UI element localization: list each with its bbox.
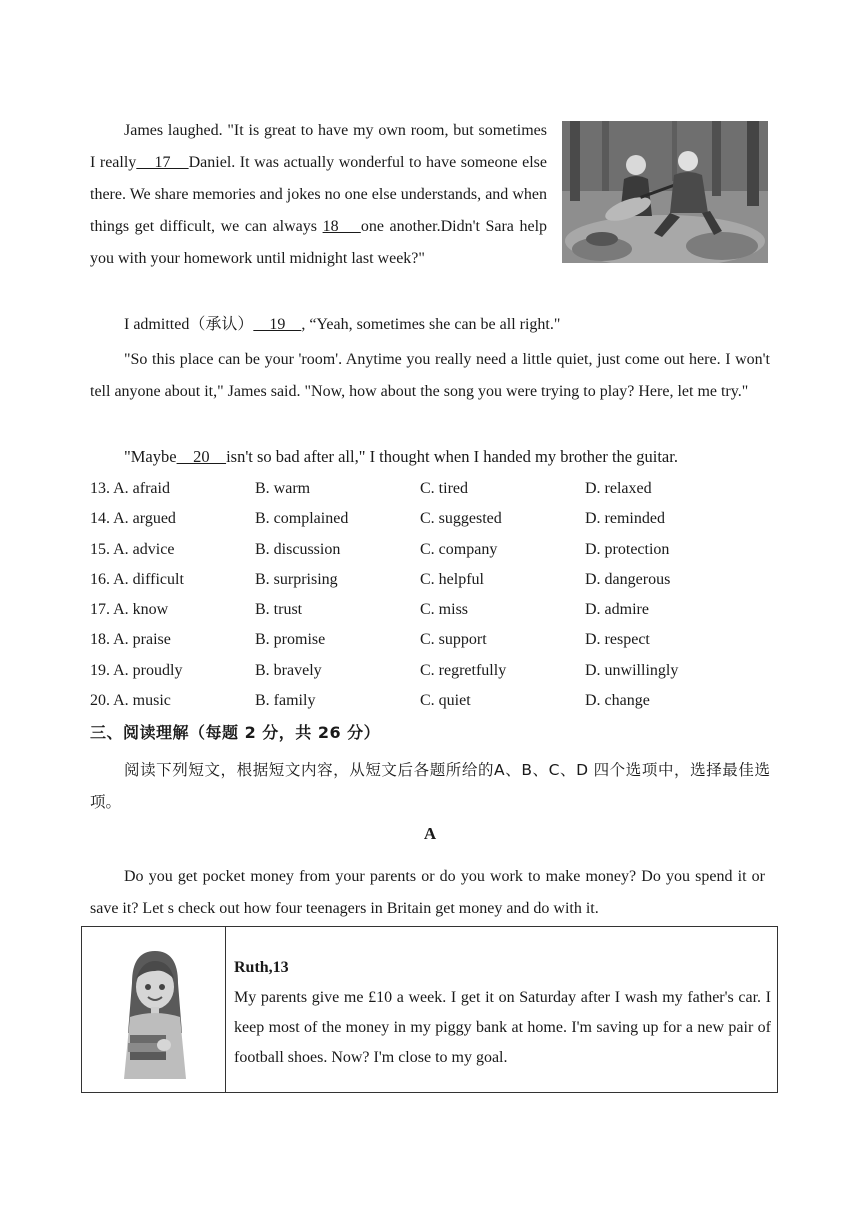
option-a: 18. A. praise xyxy=(90,631,171,649)
blank-17: 17 xyxy=(136,154,189,171)
option-c: C. company xyxy=(420,540,498,558)
option-b: B. family xyxy=(255,692,316,710)
p2-text-b: , “Yeah, sometimes she can be all right." xyxy=(301,316,561,333)
story-paragraph-4 xyxy=(90,441,780,473)
table-divider xyxy=(225,927,226,1092)
option-b: B. trust xyxy=(255,601,303,619)
option-c: C. quiet xyxy=(420,692,471,710)
option-c: C. helpful xyxy=(420,570,484,588)
section-instruction: 阅读下列短文，根据短文内容，从短文后各题所给的A、B、C、D 四个选项中，选择最佳选项。 xyxy=(90,761,770,811)
option-b: B. bravely xyxy=(255,661,322,679)
option-b: B. complained xyxy=(255,510,349,528)
blank-20: 20 xyxy=(176,447,227,466)
blank-18: 18 xyxy=(322,218,361,235)
option-b: B. promise xyxy=(255,631,326,649)
teen-description: My parents give me £10 a week. I get it on Saturday after I wash my father's car. I keep most of the money in my piggy bank at home. I'm saving up for a new pair of football shoes. Now? I'm close to my goal. xyxy=(234,989,771,1066)
option-c: C. support xyxy=(420,631,487,649)
girl-with-books-illustration xyxy=(112,943,198,1079)
teen-money-table xyxy=(81,926,778,1093)
option-d: D. protection xyxy=(585,540,670,558)
option-row-13 xyxy=(90,474,790,504)
teen-name: Ruth,13 xyxy=(234,959,289,976)
option-a: 13. A. afraid xyxy=(90,480,170,497)
p1-text-b: Daniel. It was actually wonderful to have someone else there. We share memories and jokes no one else understands, and when things get difficult, we can always xyxy=(90,154,548,235)
option-a: 17. A. know xyxy=(90,601,169,619)
option-row-20 xyxy=(90,686,790,716)
option-c: C. regretfully xyxy=(420,661,507,679)
option-row-14 xyxy=(90,504,790,534)
option-a: 14. A. argued xyxy=(90,510,176,528)
table-cell-ruth xyxy=(234,953,771,1073)
option-d: D. dangerous xyxy=(585,570,671,588)
story-paragraph-1 xyxy=(90,115,547,275)
option-d: D. respect xyxy=(585,631,650,649)
option-a: 19. A. proudly xyxy=(90,661,183,679)
guitar-brothers-photo xyxy=(562,121,768,263)
option-a: 20. A. music xyxy=(90,692,171,710)
option-c: C. miss xyxy=(420,601,469,619)
option-b: B. warm xyxy=(255,480,311,497)
passage-label: A xyxy=(423,824,437,843)
option-d: D. relaxed xyxy=(585,480,652,497)
option-row-16 xyxy=(90,565,790,595)
option-a: 16. A. difficult xyxy=(90,570,184,588)
option-d: D. unwillingly xyxy=(585,661,679,679)
option-row-15 xyxy=(90,535,790,565)
blank-19: 19 xyxy=(253,316,302,333)
option-b: B. discussion xyxy=(255,540,341,558)
story-paragraph-2 xyxy=(90,309,770,341)
option-d: D. admire xyxy=(585,601,649,619)
option-d: D. change xyxy=(585,692,650,710)
option-b: B. surprising xyxy=(255,570,338,588)
p1-text-a: James laughed. "It is great to have my own room, but sometimes I really xyxy=(90,122,547,171)
option-row-18 xyxy=(90,625,790,655)
story-paragraph-3: "So this place can be your 'room'. Anytime you really need a little quiet, just come out here. I won't tell anyone about it," James said. "Now, how about the song you were trying to play? Here, let me try." xyxy=(90,351,770,400)
p2-text-a: I admitted（承认） xyxy=(124,316,254,333)
option-d: D. reminded xyxy=(585,510,665,528)
p4-text-a: "Maybe xyxy=(124,447,177,466)
option-c: C. suggested xyxy=(420,510,502,528)
option-row-17 xyxy=(90,595,790,625)
p4-text-b: isn't so bad after all," I thought when I handed my brother the guitar. xyxy=(226,447,678,466)
option-a: 15. A. advice xyxy=(90,540,175,558)
option-row-19 xyxy=(90,656,790,686)
p1-text-c: one another.Didn't Sara help you with your homework until midnight last week?" xyxy=(90,218,548,267)
option-c: C. tired xyxy=(420,480,468,497)
passage-intro: Do you get pocket money from your parents or do you work to make money? Do you spend it or save it? Let s check out how four teenagers in Britain get money and do with it. xyxy=(90,868,765,917)
section-heading: 三、阅读理解（每题 2 分，共 26 分） xyxy=(90,723,381,742)
answer-options xyxy=(90,474,790,716)
